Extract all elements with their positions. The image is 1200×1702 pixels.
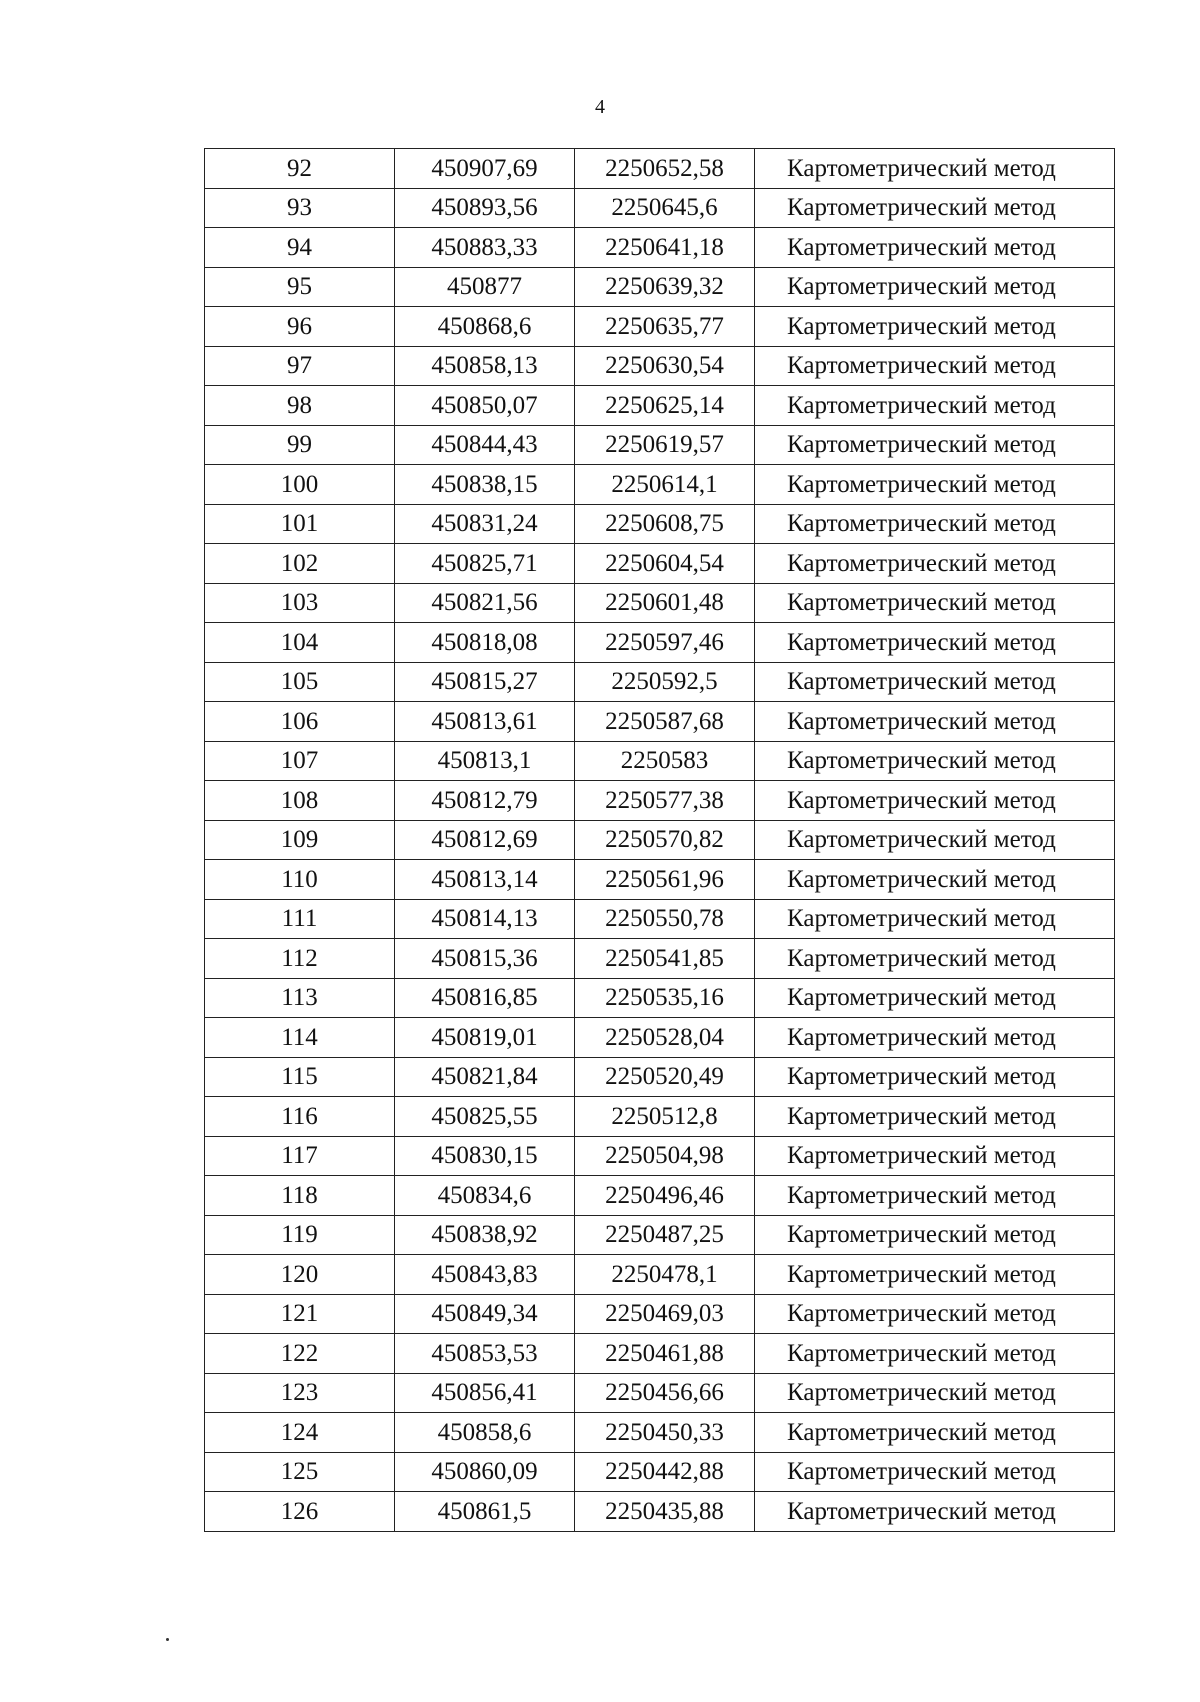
- table-row: [205, 504, 1115, 544]
- point-number-cell: 119: [205, 1215, 395, 1255]
- x-coordinate-cell: 450812,79: [395, 781, 575, 821]
- point-number-cell: 106: [205, 702, 395, 742]
- point-number-cell: 120: [205, 1255, 395, 1295]
- table-row: [205, 1413, 1115, 1453]
- y-coordinate-cell: 2250645,6: [575, 188, 755, 228]
- y-coordinate-cell: 2250541,85: [575, 939, 755, 979]
- y-coordinate-cell: 2250639,32: [575, 267, 755, 307]
- y-coordinate-cell: 2250652,58: [575, 149, 755, 189]
- y-coordinate-cell: 2250535,16: [575, 978, 755, 1018]
- y-coordinate-cell: 2250625,14: [575, 386, 755, 426]
- table-row: [205, 544, 1115, 584]
- point-number-cell: 112: [205, 939, 395, 979]
- table-row: [205, 228, 1115, 268]
- page-number: 4: [595, 96, 605, 118]
- point-number-cell: 110: [205, 860, 395, 900]
- x-coordinate-cell: 450877: [395, 267, 575, 307]
- method-cell: Картометрический метод: [755, 741, 1115, 781]
- y-coordinate-cell: 2250528,04: [575, 1018, 755, 1058]
- x-coordinate-cell: 450858,13: [395, 346, 575, 386]
- method-cell: Картометрический метод: [755, 1452, 1115, 1492]
- method-cell: Картометрический метод: [755, 1057, 1115, 1097]
- point-number-cell: 117: [205, 1136, 395, 1176]
- method-cell: Картометрический метод: [755, 504, 1115, 544]
- method-cell: Картометрический метод: [755, 544, 1115, 584]
- x-coordinate-cell: 450815,27: [395, 662, 575, 702]
- x-coordinate-cell: 450813,61: [395, 702, 575, 742]
- y-coordinate-cell: 2250570,82: [575, 820, 755, 860]
- y-coordinate-cell: 2250641,18: [575, 228, 755, 268]
- table-row: [205, 978, 1115, 1018]
- table-row: [205, 583, 1115, 623]
- point-number-cell: 113: [205, 978, 395, 1018]
- point-number-cell: 126: [205, 1492, 395, 1532]
- method-cell: Картометрический метод: [755, 188, 1115, 228]
- x-coordinate-cell: 450883,33: [395, 228, 575, 268]
- coordinates-table-body: [205, 149, 1115, 1532]
- table-row: [205, 1097, 1115, 1137]
- x-coordinate-cell: 450813,1: [395, 741, 575, 781]
- y-coordinate-cell: 2250561,96: [575, 860, 755, 900]
- method-cell: Картометрический метод: [755, 149, 1115, 189]
- x-coordinate-cell: 450861,5: [395, 1492, 575, 1532]
- x-coordinate-cell: 450834,6: [395, 1176, 575, 1216]
- point-number-cell: 93: [205, 188, 395, 228]
- table-row: [205, 1373, 1115, 1413]
- point-number-cell: 97: [205, 346, 395, 386]
- point-number-cell: 96: [205, 307, 395, 347]
- method-cell: Картометрический метод: [755, 425, 1115, 465]
- point-number-cell: 101: [205, 504, 395, 544]
- y-coordinate-cell: 2250604,54: [575, 544, 755, 584]
- method-cell: Картометрический метод: [755, 465, 1115, 505]
- x-coordinate-cell: 450838,92: [395, 1215, 575, 1255]
- method-cell: Картометрический метод: [755, 346, 1115, 386]
- table-row: [205, 1452, 1115, 1492]
- table-row: [205, 1334, 1115, 1374]
- method-cell: Картометрический метод: [755, 386, 1115, 426]
- table-row: [205, 1057, 1115, 1097]
- x-coordinate-cell: 450814,13: [395, 899, 575, 939]
- x-coordinate-cell: 450868,6: [395, 307, 575, 347]
- point-number-cell: 123: [205, 1373, 395, 1413]
- y-coordinate-cell: 2250601,48: [575, 583, 755, 623]
- point-number-cell: 122: [205, 1334, 395, 1374]
- x-coordinate-cell: 450858,6: [395, 1413, 575, 1453]
- table-row: [205, 386, 1115, 426]
- point-number-cell: 121: [205, 1294, 395, 1334]
- x-coordinate-cell: 450838,15: [395, 465, 575, 505]
- method-cell: Картометрический метод: [755, 623, 1115, 663]
- method-cell: Картометрический метод: [755, 267, 1115, 307]
- y-coordinate-cell: 2250456,66: [575, 1373, 755, 1413]
- point-number-cell: 95: [205, 267, 395, 307]
- table-row: [205, 267, 1115, 307]
- x-coordinate-cell: 450819,01: [395, 1018, 575, 1058]
- table-row: [205, 702, 1115, 742]
- point-number-cell: 114: [205, 1018, 395, 1058]
- method-cell: Картометрический метод: [755, 1373, 1115, 1413]
- y-coordinate-cell: 2250619,57: [575, 425, 755, 465]
- point-number-cell: 111: [205, 899, 395, 939]
- table-row: [205, 741, 1115, 781]
- point-number-cell: 102: [205, 544, 395, 584]
- method-cell: Картометрический метод: [755, 1176, 1115, 1216]
- point-number-cell: 124: [205, 1413, 395, 1453]
- table-row: [205, 307, 1115, 347]
- x-coordinate-cell: 450821,56: [395, 583, 575, 623]
- x-coordinate-cell: 450843,83: [395, 1255, 575, 1295]
- method-cell: Картометрический метод: [755, 899, 1115, 939]
- method-cell: Картометрический метод: [755, 307, 1115, 347]
- y-coordinate-cell: 2250450,33: [575, 1413, 755, 1453]
- y-coordinate-cell: 2250597,46: [575, 623, 755, 663]
- table-row: [205, 820, 1115, 860]
- method-cell: Картометрический метод: [755, 1255, 1115, 1295]
- table-row: [205, 1294, 1115, 1334]
- y-coordinate-cell: 2250496,46: [575, 1176, 755, 1216]
- y-coordinate-cell: 2250435,88: [575, 1492, 755, 1532]
- y-coordinate-cell: 2250630,54: [575, 346, 755, 386]
- y-coordinate-cell: 2250504,98: [575, 1136, 755, 1176]
- point-number-cell: 115: [205, 1057, 395, 1097]
- y-coordinate-cell: 2250577,38: [575, 781, 755, 821]
- x-coordinate-cell: 450818,08: [395, 623, 575, 663]
- y-coordinate-cell: 2250469,03: [575, 1294, 755, 1334]
- point-number-cell: 108: [205, 781, 395, 821]
- table-row: [205, 1492, 1115, 1532]
- table-row: [205, 1136, 1115, 1176]
- point-number-cell: 98: [205, 386, 395, 426]
- y-coordinate-cell: 2250520,49: [575, 1057, 755, 1097]
- table-row: [205, 781, 1115, 821]
- x-coordinate-cell: 450850,07: [395, 386, 575, 426]
- x-coordinate-cell: 450893,56: [395, 188, 575, 228]
- table-row: [205, 899, 1115, 939]
- method-cell: Картометрический метод: [755, 781, 1115, 821]
- table-row: [205, 623, 1115, 663]
- method-cell: Картометрический метод: [755, 1018, 1115, 1058]
- y-coordinate-cell: 2250512,8: [575, 1097, 755, 1137]
- x-coordinate-cell: 450853,53: [395, 1334, 575, 1374]
- method-cell: Картометрический метод: [755, 1492, 1115, 1532]
- method-cell: Картометрический метод: [755, 1136, 1115, 1176]
- table-row: [205, 1176, 1115, 1216]
- point-number-cell: 100: [205, 465, 395, 505]
- table-row: [205, 1255, 1115, 1295]
- x-coordinate-cell: 450825,71: [395, 544, 575, 584]
- table-row: [205, 425, 1115, 465]
- method-cell: Картометрический метод: [755, 820, 1115, 860]
- point-number-cell: 116: [205, 1097, 395, 1137]
- method-cell: Картометрический метод: [755, 583, 1115, 623]
- y-coordinate-cell: 2250587,68: [575, 702, 755, 742]
- x-coordinate-cell: 450831,24: [395, 504, 575, 544]
- x-coordinate-cell: 450849,34: [395, 1294, 575, 1334]
- x-coordinate-cell: 450907,69: [395, 149, 575, 189]
- table-row: [205, 1215, 1115, 1255]
- y-coordinate-cell: 2250461,88: [575, 1334, 755, 1374]
- method-cell: Картометрический метод: [755, 662, 1115, 702]
- y-coordinate-cell: 2250478,1: [575, 1255, 755, 1295]
- y-coordinate-cell: 2250442,88: [575, 1452, 755, 1492]
- x-coordinate-cell: 450830,15: [395, 1136, 575, 1176]
- point-number-cell: 109: [205, 820, 395, 860]
- x-coordinate-cell: 450856,41: [395, 1373, 575, 1413]
- x-coordinate-cell: 450844,43: [395, 425, 575, 465]
- x-coordinate-cell: 450812,69: [395, 820, 575, 860]
- point-number-cell: 107: [205, 741, 395, 781]
- point-number-cell: 125: [205, 1452, 395, 1492]
- table-row: [205, 465, 1115, 505]
- point-number-cell: 94: [205, 228, 395, 268]
- method-cell: Картометрический метод: [755, 228, 1115, 268]
- method-cell: Картометрический метод: [755, 1215, 1115, 1255]
- table-row: [205, 662, 1115, 702]
- scan-speck: [166, 1638, 169, 1641]
- y-coordinate-cell: 2250583: [575, 741, 755, 781]
- method-cell: Картометрический метод: [755, 978, 1115, 1018]
- x-coordinate-cell: 450813,14: [395, 860, 575, 900]
- method-cell: Картометрический метод: [755, 939, 1115, 979]
- x-coordinate-cell: 450816,85: [395, 978, 575, 1018]
- point-number-cell: 104: [205, 623, 395, 663]
- y-coordinate-cell: 2250614,1: [575, 465, 755, 505]
- table-row: [205, 188, 1115, 228]
- y-coordinate-cell: 2250608,75: [575, 504, 755, 544]
- y-coordinate-cell: 2250635,77: [575, 307, 755, 347]
- table-row: [205, 860, 1115, 900]
- method-cell: Картометрический метод: [755, 1334, 1115, 1374]
- table-row: [205, 149, 1115, 189]
- y-coordinate-cell: 2250592,5: [575, 662, 755, 702]
- point-number-cell: 103: [205, 583, 395, 623]
- x-coordinate-cell: 450815,36: [395, 939, 575, 979]
- method-cell: Картометрический метод: [755, 702, 1115, 742]
- point-number-cell: 118: [205, 1176, 395, 1216]
- method-cell: Картометрический метод: [755, 860, 1115, 900]
- point-number-cell: 92: [205, 149, 395, 189]
- x-coordinate-cell: 450825,55: [395, 1097, 575, 1137]
- point-number-cell: 99: [205, 425, 395, 465]
- y-coordinate-cell: 2250487,25: [575, 1215, 755, 1255]
- table-row: [205, 346, 1115, 386]
- table-row: [205, 1018, 1115, 1058]
- coordinates-table: [204, 148, 1115, 1532]
- method-cell: Картометрический метод: [755, 1294, 1115, 1334]
- point-number-cell: 105: [205, 662, 395, 702]
- x-coordinate-cell: 450821,84: [395, 1057, 575, 1097]
- method-cell: Картометрический метод: [755, 1097, 1115, 1137]
- x-coordinate-cell: 450860,09: [395, 1452, 575, 1492]
- y-coordinate-cell: 2250550,78: [575, 899, 755, 939]
- method-cell: Картометрический метод: [755, 1413, 1115, 1453]
- table-row: [205, 939, 1115, 979]
